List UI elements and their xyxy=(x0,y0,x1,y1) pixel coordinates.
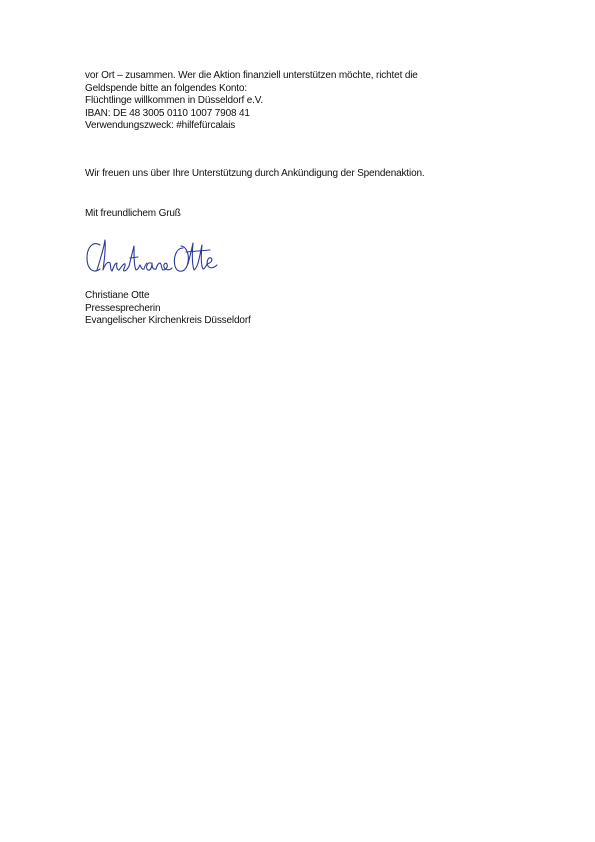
signer-organization: Evangelischer Kirchenkreis Düsseldorf xyxy=(85,315,251,327)
signer-block xyxy=(85,290,251,328)
thanks-text: Wir freuen uns über Ihre Unterstützung durch Ankündigung der Spendenaktion. xyxy=(85,168,425,179)
signer-name: Christiane Otte xyxy=(85,290,150,301)
donation-paragraph xyxy=(85,70,418,133)
closing-salutation xyxy=(85,208,181,221)
iban: IBAN: DE 48 3005 0110 1007 7908 41 xyxy=(85,107,250,119)
thanks-paragraph xyxy=(85,168,425,181)
paragraph-line: vor Ort – zusammen. Wer die Aktion finanziell unterstützen möchte, richtet die xyxy=(85,70,418,81)
closing-text: Mit freundlichem Gruß xyxy=(85,208,181,219)
signer-title: Pressesprecherin xyxy=(85,302,161,314)
handwritten-signature xyxy=(84,236,220,280)
payment-reference: Verwendungszweck: #hilfefürcalais xyxy=(85,120,236,132)
account-holder: Flüchtlinge willkommen in Düsseldorf e.V. xyxy=(85,95,264,107)
paragraph-line: Geldspende bitte an folgendes Konto: xyxy=(85,82,247,94)
